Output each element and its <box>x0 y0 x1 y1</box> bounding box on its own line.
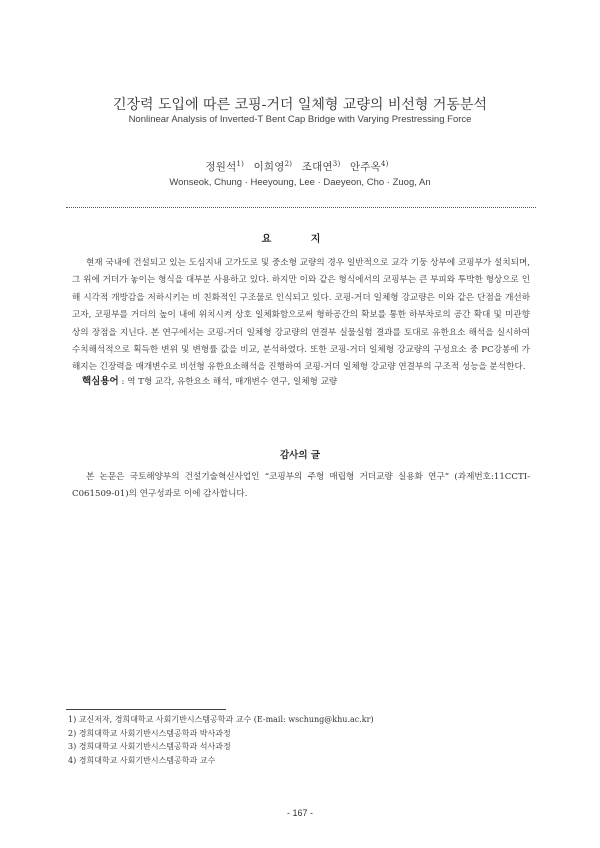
acknowledgement-heading: 감사의 글 <box>279 450 320 461</box>
author-footnote-mark: 2) <box>284 159 293 168</box>
footnote-item: 2) 경희대학교 사회기반시스템공학과 박사과정 <box>68 728 231 738</box>
authors-korean <box>0 159 600 174</box>
author-name: 조대연 <box>301 161 333 173</box>
paper-title-english: Nonlinear Analysis of Inverted-T Bent Cap Bridge with Varying Prestressing Force <box>128 114 472 125</box>
page-number: - 167 - <box>286 808 313 818</box>
keywords-line <box>82 373 532 387</box>
abstract-body: 현재 국내에 건설되고 있는 도심지내 고가도로 및 중소형 교량의 경우 일반적으로 교각 기둥 상부에 코핑부가 설치되며, 그 위에 거더가 놓이는 형식을 대부분 사용하고 있다. 하지만 이와 같은 형식에서의 코핑부는 큰 부피와 투박한 형상으로 인해 시각적 개방감을 저하시키는 비 친화적인 구조물로 인식되고 있다. 코핑-거더 일체형 강교량은 이와 같은 단점을 개선하고자, 코핑부를 거더의 높이 내에 위치시켜 상호 일체화함으로써 형하공간의 확보를 통한 하부차로의 공간 확대 및 미관향상의 장점을 지닌다. 본 연구에서는 코핑-거더 일체형 강교량의 연결부 실물실험 결과를 토대로 유한요소 해석을 실시하여 수치해석적으로 획득한 변위 및 변형률 값을 비교, 분석하였다. 또한 코핑-거더 일체형 강교량의 구성요소 중 PC강봉에 가해지는 긴장력을 매개변수로 비선형 유한요소해석을 진행하여 코핑-거더 일체형 강교량 연결부의 구조적 성능을 분석한다. <box>72 258 530 373</box>
section-divider <box>66 207 536 208</box>
author-footnote-mark: 4) <box>380 159 389 168</box>
abstract-heading: 요 지 <box>261 234 339 245</box>
footnote-item: 1) 교신저자, 경희대학교 사회기반시스템공학과 교수 (E-mail: wschung@khu.ac.kr) <box>68 715 374 724</box>
paper-title-korean: 긴장력 도입에 따른 코핑-거더 일체형 교량의 비선형 거동분석 <box>113 97 487 113</box>
author-name: 이희영 <box>253 161 285 173</box>
keywords-label: 핵심용어 <box>82 376 119 387</box>
footnote-item: 4) 경희대학교 사회기반시스템공학과 교수 <box>68 755 216 765</box>
footnote-item: 3) 경희대학교 사회기반시스템공학과 석사과정 <box>68 742 231 752</box>
keywords-terms: 역 T형 교각, 유한요소 해석, 매개변수 연구, 일체형 교량 <box>127 377 338 387</box>
author-footnote-mark: 1) <box>236 159 245 168</box>
authors-english: Wonseok, Chung · Heeyoung, Lee · Daeyeon, Cho · Zuog, An <box>169 177 431 188</box>
author-name: 안주옥 <box>349 161 381 173</box>
footnotes <box>68 713 538 767</box>
acknowledgement-body: 본 논문은 국토해양부의 건설기술혁신사업인 “코핑부의 주형 매립형 거더교량 실용화 연구” (과제번호:11CCTI-C061509-01)의 연구성과로 이에 감사합니다. <box>72 472 530 500</box>
author-footnote-mark: 3) <box>332 159 341 168</box>
footnote-divider <box>66 709 226 710</box>
author-name: 정원석 <box>205 161 237 173</box>
keywords-separator: : <box>118 377 128 387</box>
